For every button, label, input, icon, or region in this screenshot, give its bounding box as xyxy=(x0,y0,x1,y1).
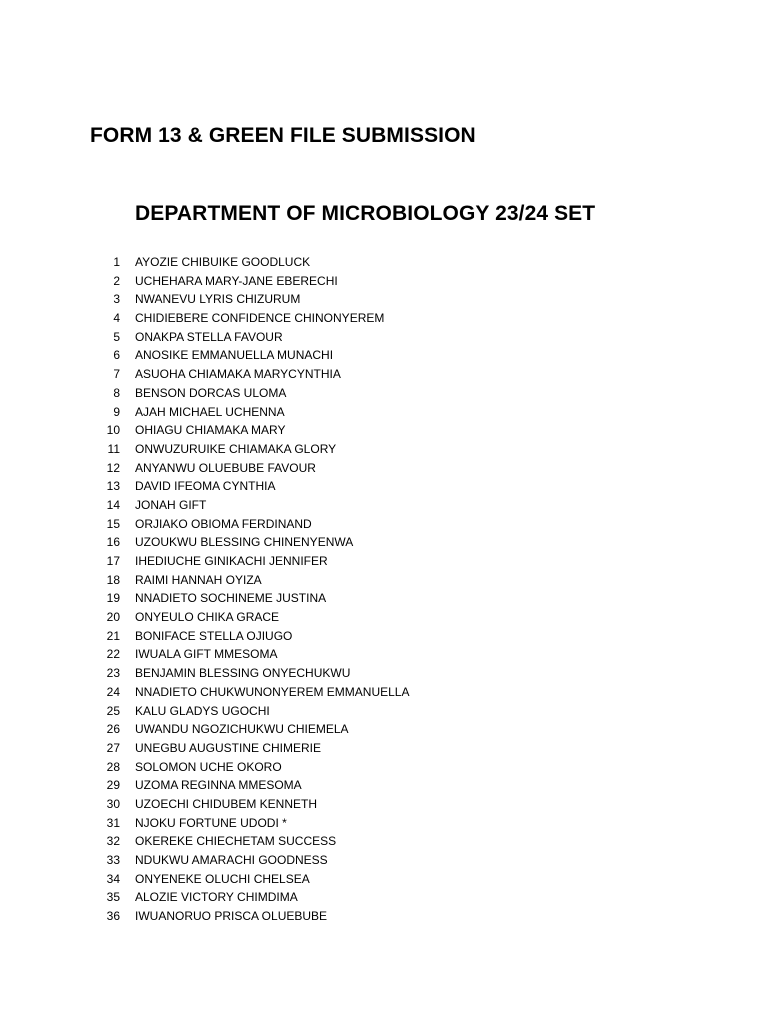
row-number: 26 xyxy=(106,722,120,737)
student-name: ORJIAKO OBIOMA FERDINAND xyxy=(135,516,312,531)
row-number: 3 xyxy=(113,292,120,307)
student-name: NDUKWU AMARACHI GOODNESS xyxy=(135,853,328,867)
student-name: AJAH MICHAEL UCHENNA xyxy=(135,404,285,419)
student-name: NWANEVU LYRIS CHIZURUM xyxy=(135,292,301,307)
student-name: BONIFACE STELLA OJIUGO xyxy=(135,628,293,643)
student-name: IWUALA GIFT MMESOMA xyxy=(135,647,278,662)
row-number: 24 xyxy=(106,684,120,699)
student-name: ONAKPA STELLA FAVOUR xyxy=(135,329,283,344)
student-name: ONYEULO CHIKA GRACE xyxy=(135,610,280,625)
row-number: 29 xyxy=(106,778,120,793)
row-number: 35 xyxy=(106,890,120,905)
student-name: DAVID IFEOMA CYNTHIA xyxy=(135,479,276,494)
student-name: NJOKU FORTUNE UDODI * xyxy=(135,815,287,830)
student-name: ONWUZURUIKE CHIAMAKA GLORY xyxy=(135,441,337,456)
row-number: 23 xyxy=(106,666,120,681)
student-name: ASUOHA CHIAMAKA MARYCYNTHIA xyxy=(135,367,341,382)
row-number: 9 xyxy=(113,404,120,419)
form-title: FORM 13 & GREEN FILE SUBMISSION xyxy=(90,124,476,147)
row-number: 32 xyxy=(106,834,120,849)
student-name: UWANDU NGOZICHUKWU CHIEMELA xyxy=(135,722,349,737)
student-name: IHEDIUCHE GINIKACHI JENNIFER xyxy=(135,554,328,568)
row-number: 11 xyxy=(107,441,120,456)
row-number: 7 xyxy=(113,367,120,382)
row-number: 18 xyxy=(106,572,120,587)
student-name: SOLOMON UCHE OKORO xyxy=(135,759,282,774)
student-name: UZOECHI CHIDUBEM KENNETH xyxy=(135,796,318,811)
student-name: ALOZIE VICTORY CHIMDIMA xyxy=(135,890,298,905)
row-number: 15 xyxy=(106,516,120,531)
department-title: DEPARTMENT OF MICROBIOLOGY 23/24 SET xyxy=(135,202,596,225)
row-number: 27 xyxy=(106,740,120,755)
row-number: 4 xyxy=(113,311,120,326)
row-number: 22 xyxy=(106,647,120,662)
row-number: 34 xyxy=(106,871,120,886)
row-number: 1 xyxy=(113,255,120,269)
row-number: 21 xyxy=(106,628,120,643)
row-number: 2 xyxy=(113,273,120,288)
student-name: UZOUKWU BLESSING CHINENYENWA xyxy=(135,535,354,550)
row-number: 6 xyxy=(113,348,120,363)
row-number: 31 xyxy=(106,815,120,830)
row-number: 36 xyxy=(106,909,120,924)
student-name: BENSON DORCAS ULOMA xyxy=(135,385,287,400)
student-name: OKEREKE CHIECHETAM SUCCESS xyxy=(135,834,337,849)
row-number: 33 xyxy=(106,853,120,867)
row-number: 19 xyxy=(106,591,120,606)
row-number: 30 xyxy=(106,796,120,811)
student-name: ANYANWU OLUEBUBE FAVOUR xyxy=(135,460,316,475)
student-name: JONAH GIFT xyxy=(135,497,207,512)
row-number: 28 xyxy=(106,759,120,774)
row-number: 14 xyxy=(106,497,120,512)
student-name: BENJAMIN BLESSING ONYECHUKWU xyxy=(135,666,351,681)
student-name: NNADIETO CHUKWUNONYEREM EMMANUELLA xyxy=(135,684,410,699)
student-name: ANOSIKE EMMANUELLA MUNACHI xyxy=(135,348,334,363)
student-name: IWUANORUO PRISCA OLUEBUBE xyxy=(135,909,328,924)
row-number: 17 xyxy=(106,554,120,568)
student-name: NNADIETO SOCHINEME JUSTINA xyxy=(135,591,327,606)
student-name: KALU GLADYS UGOCHI xyxy=(135,703,270,718)
student-name: AYOZIE CHIBUIKE GOODLUCK xyxy=(135,255,311,269)
row-number: 16 xyxy=(106,535,120,550)
student-name: OHIAGU CHIAMAKA MARY xyxy=(135,423,286,438)
row-number: 13 xyxy=(106,479,120,494)
student-name: CHIDIEBERE CONFIDENCE CHINONYEREM xyxy=(135,311,385,326)
student-name: RAIMI HANNAH OYIZA xyxy=(135,572,262,587)
row-number: 12 xyxy=(106,460,120,475)
student-name: ONYENEKE OLUCHI CHELSEA xyxy=(135,871,310,886)
student-name: UNEGBU AUGUSTINE CHIMERIE xyxy=(135,740,322,755)
row-number: 25 xyxy=(106,703,120,718)
row-number: 5 xyxy=(113,329,120,344)
student-name: UZOMA REGINNA MMESOMA xyxy=(135,778,302,793)
row-number: 10 xyxy=(106,423,120,438)
row-number: 20 xyxy=(106,610,120,625)
row-number: 8 xyxy=(113,385,120,400)
student-name: UCHEHARA MARY-JANE EBERECHI xyxy=(135,273,338,288)
